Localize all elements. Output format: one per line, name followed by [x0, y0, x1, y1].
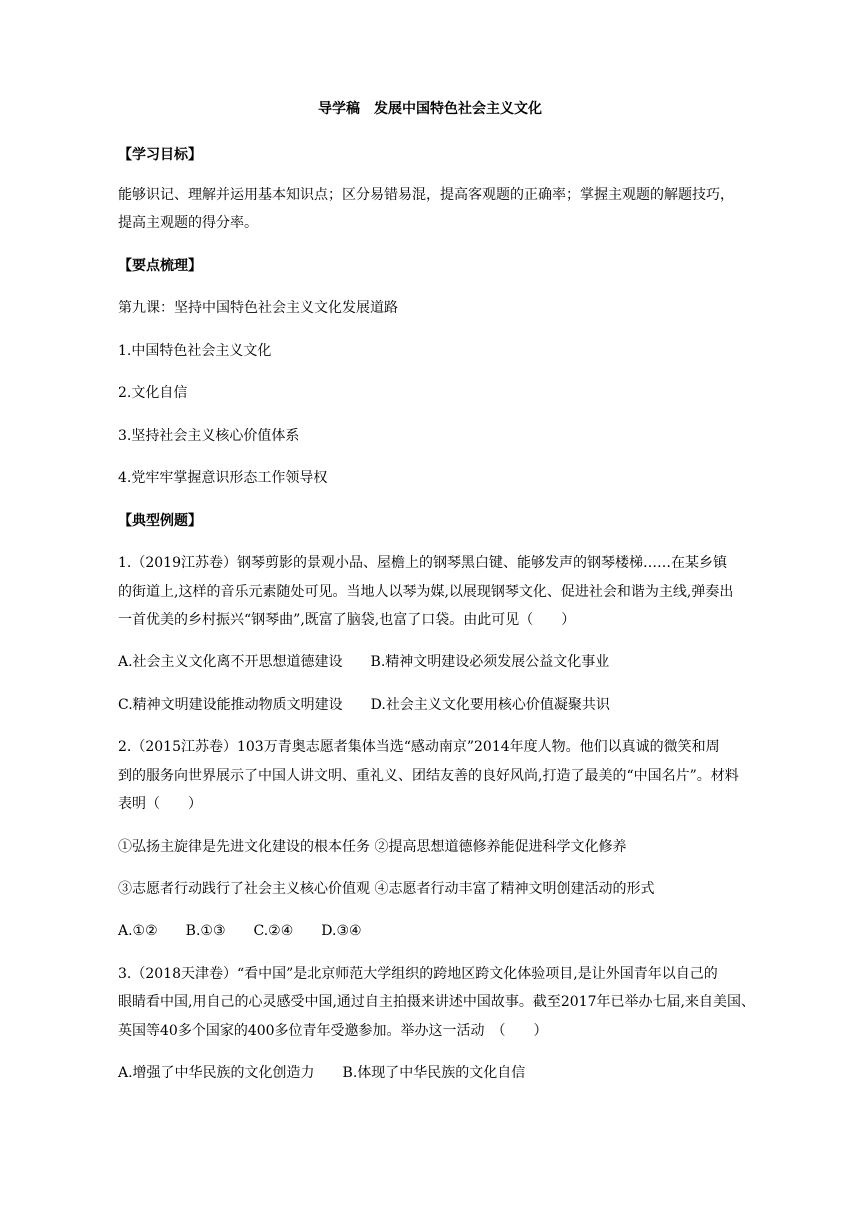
question-1-options-ab: A.社会主义文化离不开思想道德建设 B.精神文明建设必须发展公益文化事业 — [118, 654, 610, 670]
outline-heading: 【要点梳理】 — [118, 258, 202, 274]
question-3-line-1: 3.（2018天津卷）“看中国”是北京师范大学组织的跨地区跨文化体验项目,是让外国青年以自己的 — [118, 966, 718, 982]
question-1-line-2: 的街道上,这样的音乐元素随处可见。当地人以琴为媒,以展现钢琴文化、促进社会和谐为主线,弹奏出 — [118, 584, 734, 600]
question-3-options-ab: A.增强了中华民族的文化创造力 B.体现了中华民族的文化自信 — [118, 1065, 526, 1081]
document-title: 导学稿 发展中国特色社会主义文化 — [318, 101, 542, 117]
point-item-3: 3.坚持社会主义核心价值体系 — [118, 428, 300, 444]
goals-text-line-2: 提高主观题的得分率。 — [118, 215, 258, 231]
question-1-options-cd: C.精神文明建设能推动物质文明建设 D.社会主义文化要用核心价值凝聚共识 — [118, 697, 610, 713]
point-item-4: 4.党牢牢掌握意识形态工作领导权 — [118, 470, 328, 486]
question-2-choices: A.①② B.①③ C.②④ D.③④ — [118, 923, 362, 939]
lesson-title: 第九课：坚持中国特色社会主义文化发展道路 — [118, 300, 398, 316]
goals-text-line-1: 能够识记、理解并运用基本知识点；区分易错易混，提高客观题的正确率；掌握主观题的解题技巧， — [118, 187, 734, 203]
question-1-line-3: 一首优美的乡村振兴“钢琴曲”,既富了脑袋,也富了口袋。由此可见（ ） — [118, 612, 576, 628]
goals-heading: 【学习目标】 — [118, 147, 202, 163]
question-2-statements-12: ①弘扬主旋律是先进文化建设的根本任务 ②提高思想道德修养能促进科学文化修养 — [118, 839, 627, 855]
question-2-line-1: 2.（2015江苏卷）103万青奥志愿者集体当选“感动南京”2014年度人物。他们以真诚的微笑和周 — [118, 739, 720, 755]
point-item-1: 1.中国特色社会主义文化 — [118, 343, 272, 359]
question-3-line-3: 英国等40多个国家的400多位青年受邀参加。举办这一活动 （ ） — [118, 1023, 548, 1039]
question-2-line-3: 表明（ ） — [118, 796, 202, 812]
question-1-line-1: 1.（2019江苏卷）钢琴剪影的景观小品、屋檐上的钢琴黑白键、能够发声的钢琴楼梯……在某乡镇 — [118, 555, 727, 571]
question-2-statements-34: ③志愿者行动践行了社会主义核心价值观 ④志愿者行动丰富了精神文明创建活动的形式 — [118, 881, 655, 897]
question-3-line-2: 眼睛看中国,用自己的心灵感受中国,通过自主拍摄来讲述中国故事。截至2017年已举办七届,来自美国、 — [118, 994, 755, 1010]
point-item-2: 2.文化自信 — [118, 385, 188, 401]
examples-heading: 【典型例题】 — [118, 513, 202, 529]
question-2-line-2: 到的服务向世界展示了中国人讲文明、重礼义、团结友善的良好风尚,打造了最美的“中国名片”。材料 — [118, 768, 739, 784]
